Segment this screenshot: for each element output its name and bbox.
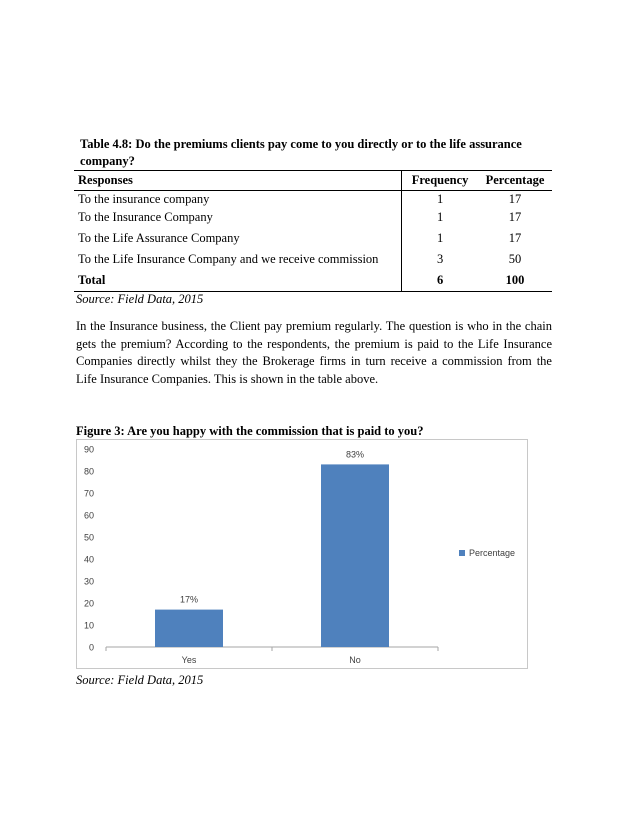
total-label: Total [74,270,402,292]
legend-swatch [459,550,465,556]
data-label: 17% [179,594,199,605]
cell-frequency: 1 [402,207,478,228]
body-paragraph: In the Insurance business, the Client pay premium regularly. The question is who in the chain gets the premium? According to the respondents, the premium is paid to the Life Insurance Companies directly whilst they the Brokerage firms in turn receive a commission from the Life Insurance Companies. This is shown in the table above. [76,319,552,386]
cell-frequency: 1 [402,228,478,249]
cell-percentage: 17 [508,191,522,206]
cell-percentage: 17 [508,231,522,245]
cell-response: To the Life Assurance Company [78,231,240,245]
cell-frequency: 3 [402,249,478,270]
table-row [74,249,552,270]
percentage-bar-chart [76,439,528,669]
table-source: Source: Field Data, 2015 [76,292,204,306]
y-tick-label: 50 [83,532,94,543]
legend-label: Percentage [469,548,516,558]
cell-response: To the Insurance Company [78,210,213,224]
table-total-row [74,270,552,292]
cell-percentage: 50 [508,252,522,266]
bar-yes [155,610,223,647]
cell-response: To the insurance company [78,191,210,206]
x-tick-label: No [349,655,361,665]
cell-frequency: 1 [402,191,478,208]
y-tick-label: 70 [83,488,94,499]
y-tick-label: 10 [83,620,94,631]
table-caption: Table 4.8: Do the premiums clients pay come to you directly or to the life assurance company? [80,137,522,168]
table-header-row [74,171,552,191]
table-row [74,207,552,228]
y-tick-label: 80 [83,466,94,477]
data-label: 83% [345,449,365,460]
header-frequency: Frequency [402,171,478,191]
header-responses: Responses [74,171,402,191]
figure-source: Source: Field Data, 2015 [76,673,204,687]
table-row [74,191,552,208]
table-row [74,228,552,249]
header-percentage: Percentage [478,171,552,191]
x-tick-label: Yes [181,655,197,665]
cell-percentage: 17 [508,210,522,224]
y-tick-label: 60 [83,510,94,521]
y-tick-label: 20 [83,598,94,609]
total-percentage: 100 [478,270,552,292]
total-frequency: 6 [402,270,478,292]
responses-table [74,170,552,292]
y-tick-label: 90 [83,444,94,455]
bar-no [321,464,389,647]
cell-response: To the Life Insurance Company and we receive commission [78,252,379,266]
y-tick-label: 0 [88,642,94,653]
figure-caption: Figure 3: Are you happy with the commission that is paid to you? [76,424,424,438]
y-tick-label: 40 [83,554,94,565]
y-tick-label: 30 [83,576,94,587]
